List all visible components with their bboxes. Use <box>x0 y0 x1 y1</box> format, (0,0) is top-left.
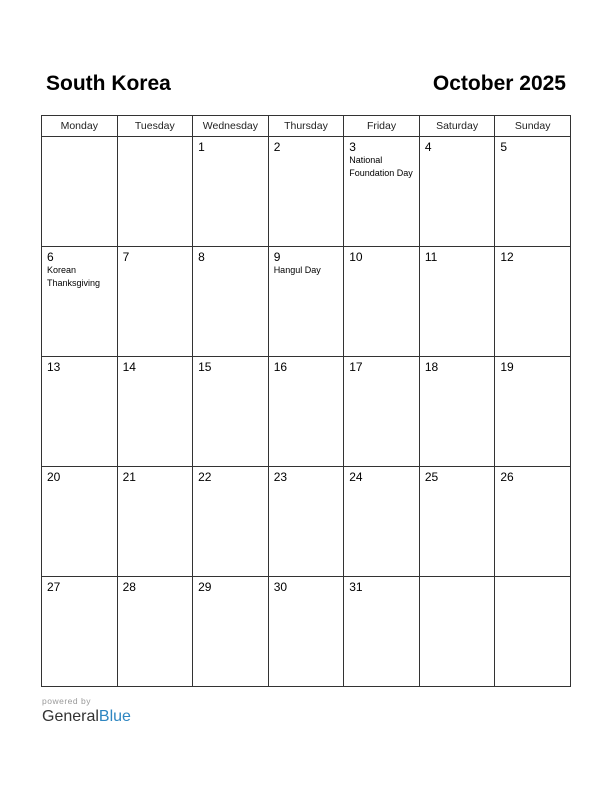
day-number: 24 <box>349 470 363 484</box>
day-cell[interactable] <box>268 247 344 357</box>
day-cell[interactable] <box>344 137 420 247</box>
day-number: 15 <box>198 360 212 374</box>
week-row <box>42 357 571 467</box>
day-number: 11 <box>424 250 438 264</box>
footer-branding <box>42 696 131 727</box>
day-cell[interactable] <box>268 577 344 687</box>
day-cell[interactable] <box>495 467 571 577</box>
weekday-saturday: Saturday <box>419 116 495 137</box>
day-cell[interactable] <box>344 357 420 467</box>
day-number: 5 <box>500 140 508 154</box>
day-cell[interactable] <box>495 357 571 467</box>
day-cell[interactable] <box>117 357 193 467</box>
day-number: 30 <box>273 580 288 594</box>
weekday-monday: Monday <box>42 116 118 137</box>
day-cell[interactable] <box>344 577 420 687</box>
day-number: 22 <box>198 470 212 484</box>
calendar-header <box>46 70 566 100</box>
day-number: 28 <box>122 580 136 594</box>
day-number: 25 <box>424 470 439 484</box>
brand-part-blue: Blue <box>98 708 131 725</box>
week-row <box>42 577 571 687</box>
day-number: 2 <box>273 140 281 154</box>
day-cell[interactable] <box>117 467 193 577</box>
day-cell[interactable] <box>419 357 495 467</box>
day-cell[interactable] <box>268 357 344 467</box>
week-row <box>42 137 571 247</box>
holiday-label: National Foundation Day <box>349 155 413 178</box>
day-cell[interactable] <box>419 137 495 247</box>
country-title: South Korea <box>46 72 171 95</box>
week-row <box>42 247 571 357</box>
day-number: 9 <box>273 250 281 264</box>
day-cell[interactable] <box>344 247 420 357</box>
weekday-wednesday: Wednesday <box>193 116 269 137</box>
day-number: 3 <box>349 140 356 154</box>
day-cell[interactable] <box>344 467 420 577</box>
week-row <box>42 467 571 577</box>
day-number: 20 <box>47 470 61 484</box>
day-cell[interactable] <box>193 247 269 357</box>
weekday-thursday: Thursday <box>268 116 344 137</box>
day-cell[interactable] <box>117 247 193 357</box>
day-number: 18 <box>424 360 439 374</box>
weekday-sunday: Sunday <box>495 116 571 137</box>
day-cell[interactable] <box>42 467 118 577</box>
day-number: 13 <box>47 360 61 374</box>
day-number: 29 <box>198 580 212 594</box>
day-number: 26 <box>500 470 514 484</box>
day-cell[interactable] <box>117 577 193 687</box>
day-cell[interactable] <box>268 467 344 577</box>
weekday-friday: Friday <box>344 116 420 137</box>
day-number: 19 <box>500 360 514 374</box>
day-number: 7 <box>122 250 130 264</box>
holiday-label: Hangul Day <box>273 265 321 275</box>
day-cell <box>42 137 118 247</box>
day-number: 4 <box>424 140 432 154</box>
day-number: 6 <box>47 250 54 264</box>
day-number: 8 <box>198 250 205 264</box>
day-cell[interactable] <box>495 247 571 357</box>
day-cell[interactable] <box>193 137 269 247</box>
day-cell[interactable] <box>193 577 269 687</box>
day-cell <box>495 577 571 687</box>
day-number: 12 <box>500 250 514 264</box>
day-number: 1 <box>198 140 205 154</box>
day-cell[interactable] <box>193 467 269 577</box>
day-cell[interactable] <box>42 357 118 467</box>
day-cell[interactable] <box>419 247 495 357</box>
day-number: 21 <box>122 470 136 484</box>
day-cell[interactable] <box>193 357 269 467</box>
holiday-label: Korean Thanksgiving <box>47 265 101 288</box>
day-number: 14 <box>122 360 136 374</box>
calendar-grid <box>41 115 571 687</box>
day-number: 16 <box>273 360 288 374</box>
day-cell[interactable] <box>42 247 118 357</box>
day-cell[interactable] <box>268 137 344 247</box>
brand-part-general: General <box>42 708 99 725</box>
day-number: 27 <box>47 580 61 594</box>
powered-by-text: powered by <box>42 696 91 706</box>
weekday-header-row <box>42 116 571 137</box>
month-year-title: October 2025 <box>432 72 566 95</box>
day-number: 10 <box>349 250 363 264</box>
generalblue-logo[interactable] <box>42 707 131 727</box>
day-number: 23 <box>273 470 288 484</box>
weekday-tuesday: Tuesday <box>117 116 193 137</box>
day-cell <box>117 137 193 247</box>
day-cell <box>419 577 495 687</box>
day-number: 17 <box>349 360 363 374</box>
day-number: 31 <box>349 580 363 594</box>
day-cell[interactable] <box>495 137 571 247</box>
day-cell[interactable] <box>42 577 118 687</box>
day-cell[interactable] <box>419 467 495 577</box>
